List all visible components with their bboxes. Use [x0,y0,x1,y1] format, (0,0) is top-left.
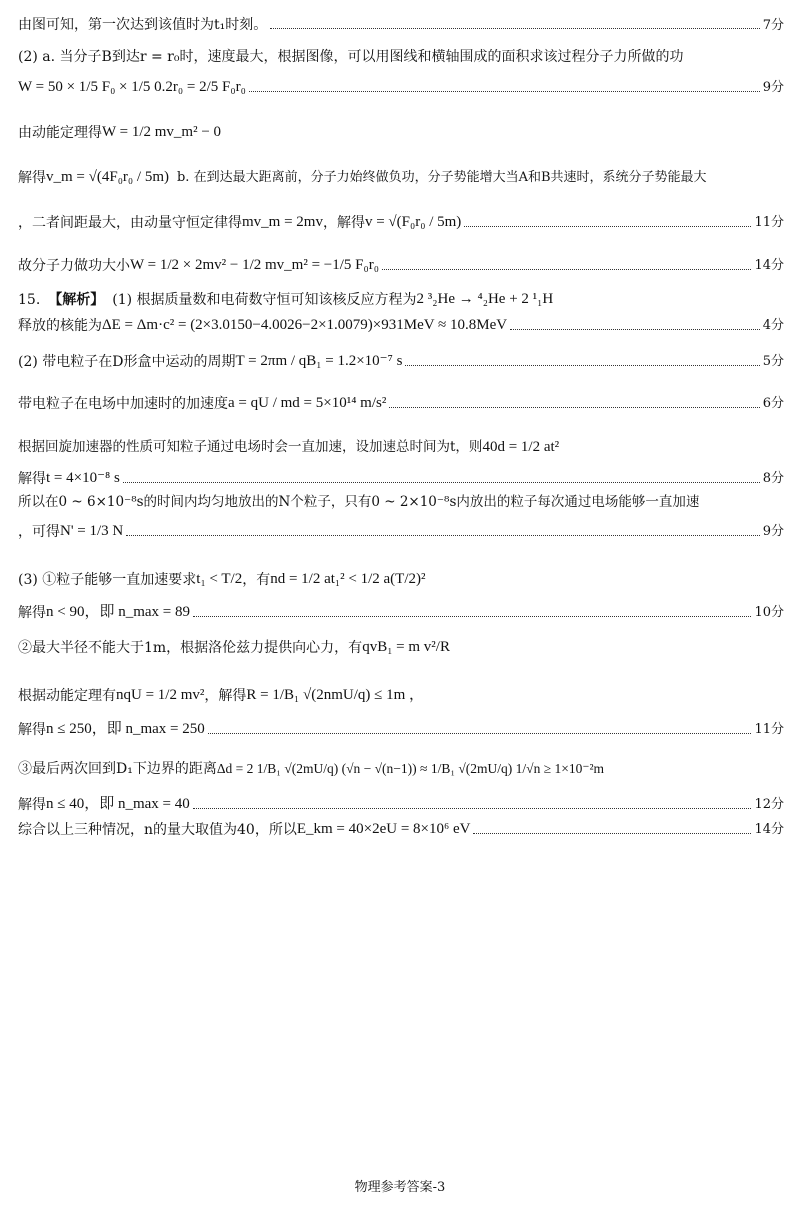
line-text: 由图可知，第一次达到该值时为t₁时刻。 [18,17,268,33]
score: 11分 [754,215,784,230]
page-footer: 物理参考答案-3 [354,1180,446,1195]
question-number: 15. [18,291,41,308]
score: 5分 [762,354,784,369]
formula: v_m = √(4F₀r₀ / 5m) [46,169,169,185]
line-19 [18,688,784,703]
line-text: 所以在0 ~ 6×10⁻⁸s的时间内均匀地放出的N个粒子，只有0 ~ 2×10⁻⁸s内放出的粒子每次通过电场能够一直加速 [18,494,700,510]
line-10 [18,354,784,369]
line-4 [18,125,784,140]
line-text: 根据动能定理有 [18,687,116,704]
formula: n ≤ 250，即 n_max = 250 [46,721,205,737]
line-text: 根据回旋加速器的性质可知粒子通过电场时会一直加速，设加速总时间为t，则 [18,438,483,455]
line-text: 解得 [18,604,46,621]
line-text: 解得 [18,796,46,813]
line-text: (1) 根据质量数和电荷数守恒可知该核反应方程为 [112,291,417,308]
line-8 [18,292,784,307]
line-7 [18,258,784,273]
line-text: 释放的核能为 [18,317,102,334]
line-12 [18,440,784,455]
line-text: ，解得 [322,214,365,231]
formula: T = 2πm / qB₁ = 1.2×10⁻⁷ s [235,353,403,369]
formula: n < 90，即 n_max = 89 [46,604,190,620]
line-text: (2) a. 当分子B到达r = r₀时，速度最大，根据图像，可以用图线和横轴围成的面积求该过程分子力所做的功 [18,49,684,65]
dot-leader [208,733,752,734]
line-20 [18,722,784,737]
line-text: 解得 [18,721,46,738]
line-text: ，有 [242,571,271,588]
dot-leader [126,535,759,536]
score: 10分 [754,605,784,620]
formula: W = 1/2 × 2mv² − 1/2 mv_m² = −1/5 F₀r₀ [130,257,379,273]
line-text: ，二者间距最大，由动量守恒定律得 [18,214,242,231]
line-22 [18,797,784,812]
score: 7分 [762,17,784,33]
formula: R = 1/B₁ √(2nmU/q) ≤ 1m ， [246,687,425,703]
line-1 [18,18,784,32]
formula: qvB₁ = m v²/R [362,639,450,655]
line-text: 解得 [18,470,46,487]
formula: 40d = 1/2 at² [482,439,560,455]
formula: t = 4×10⁻⁸ s [46,470,120,486]
analysis-tag: 【解析】 [48,291,105,308]
dot-leader [510,329,760,330]
line-14 [18,496,784,510]
line-text: 综合以上三种情况，n的量大取值为40，所以 [18,821,297,838]
line-13 [18,471,784,486]
line-15 [18,524,784,539]
dot-leader [270,28,759,29]
score: 9分 [762,80,784,95]
dot-leader [193,808,752,809]
line-5 [18,170,784,185]
line-text: (2) 带电粒子在D形盒中运动的周期 [18,353,236,370]
score: 14分 [754,258,784,273]
score: 6分 [762,396,784,411]
dot-leader [123,482,760,483]
line-21 [18,762,784,776]
line-text: ，解得 [204,687,247,704]
score: 11分 [754,722,784,737]
formula: nd = 1/2 at₁² < 1/2 a(T/2)² [270,571,426,587]
formula: N' = 1/3 N [60,523,124,539]
line-text: 故分子力做功大小 [18,257,130,274]
dot-leader [193,616,751,617]
formula: W = 1/2 mv_m² − 0 [102,124,222,140]
score: 4分 [762,318,784,333]
formula: E_km = 40×2eU = 8×10⁶ eV [296,821,471,837]
line-text: ③最后两次回到D₁下边界的距离 [18,761,217,777]
formula: t₁ < T/2 [196,571,243,587]
line-17 [18,605,784,620]
line-text: ，可得 [18,523,60,540]
line-2 [18,50,784,64]
line-text: ②最大半径不能大于1m，根据洛伦兹力提供向心力，有 [18,639,363,656]
formula: nqU = 1/2 mv² [116,687,205,703]
dot-leader [382,269,751,270]
line-11 [18,396,784,411]
line-16 [18,572,784,587]
formula: ΔE = Δm·c² = (2×3.0150−4.0026−2×1.0079)×931MeV ≈ 10.8MeV [102,317,508,333]
formula: mv_m = 2mv [242,214,323,230]
line-18 [18,640,784,655]
line-text: 解得 [18,169,46,186]
formula: n ≤ 40，即 n_max = 40 [46,796,190,812]
formula: W = 50 × 1/5 F₀ × 1/5 0.2r₀ = 2/5 F₀r₀ [18,79,246,95]
line-text: b. 在到达最大距离前，分子力始终做负功，分子势能增大当A和B共速时，系统分子势能最大 [176,170,707,185]
line-9 [18,318,784,333]
line-6 [18,215,784,230]
formula: Δd = 2 1/B₁ √(2mU/q) (√n − √(n−1)) ≈ 1/B₁ √(2mU/q) 1/√n ≥ 1×10⁻²m [216,761,605,777]
score: 12分 [754,797,784,812]
dot-leader [389,407,759,408]
line-3 [18,80,784,95]
line-text: 带电粒子在电场中加速时的加速度 [18,395,228,412]
formula: a = qU / md = 5×10¹⁴ m/s² [228,395,387,411]
score: 14分 [754,822,784,837]
line-text: 由动能定理得 [18,124,102,141]
line-23 [18,822,784,837]
score: 9分 [762,524,784,539]
score: 8分 [762,471,784,486]
dot-leader [405,365,759,366]
dot-leader [249,91,760,92]
line-text: (3) ①粒子能够一直加速要求 [18,571,197,588]
dot-leader [473,833,751,834]
formula: 2 ³₂He → ⁴₂He + 2 ¹₁H [416,291,554,307]
formula: v = √(F₀r₀ / 5m) [364,214,462,230]
dot-leader [464,226,751,227]
